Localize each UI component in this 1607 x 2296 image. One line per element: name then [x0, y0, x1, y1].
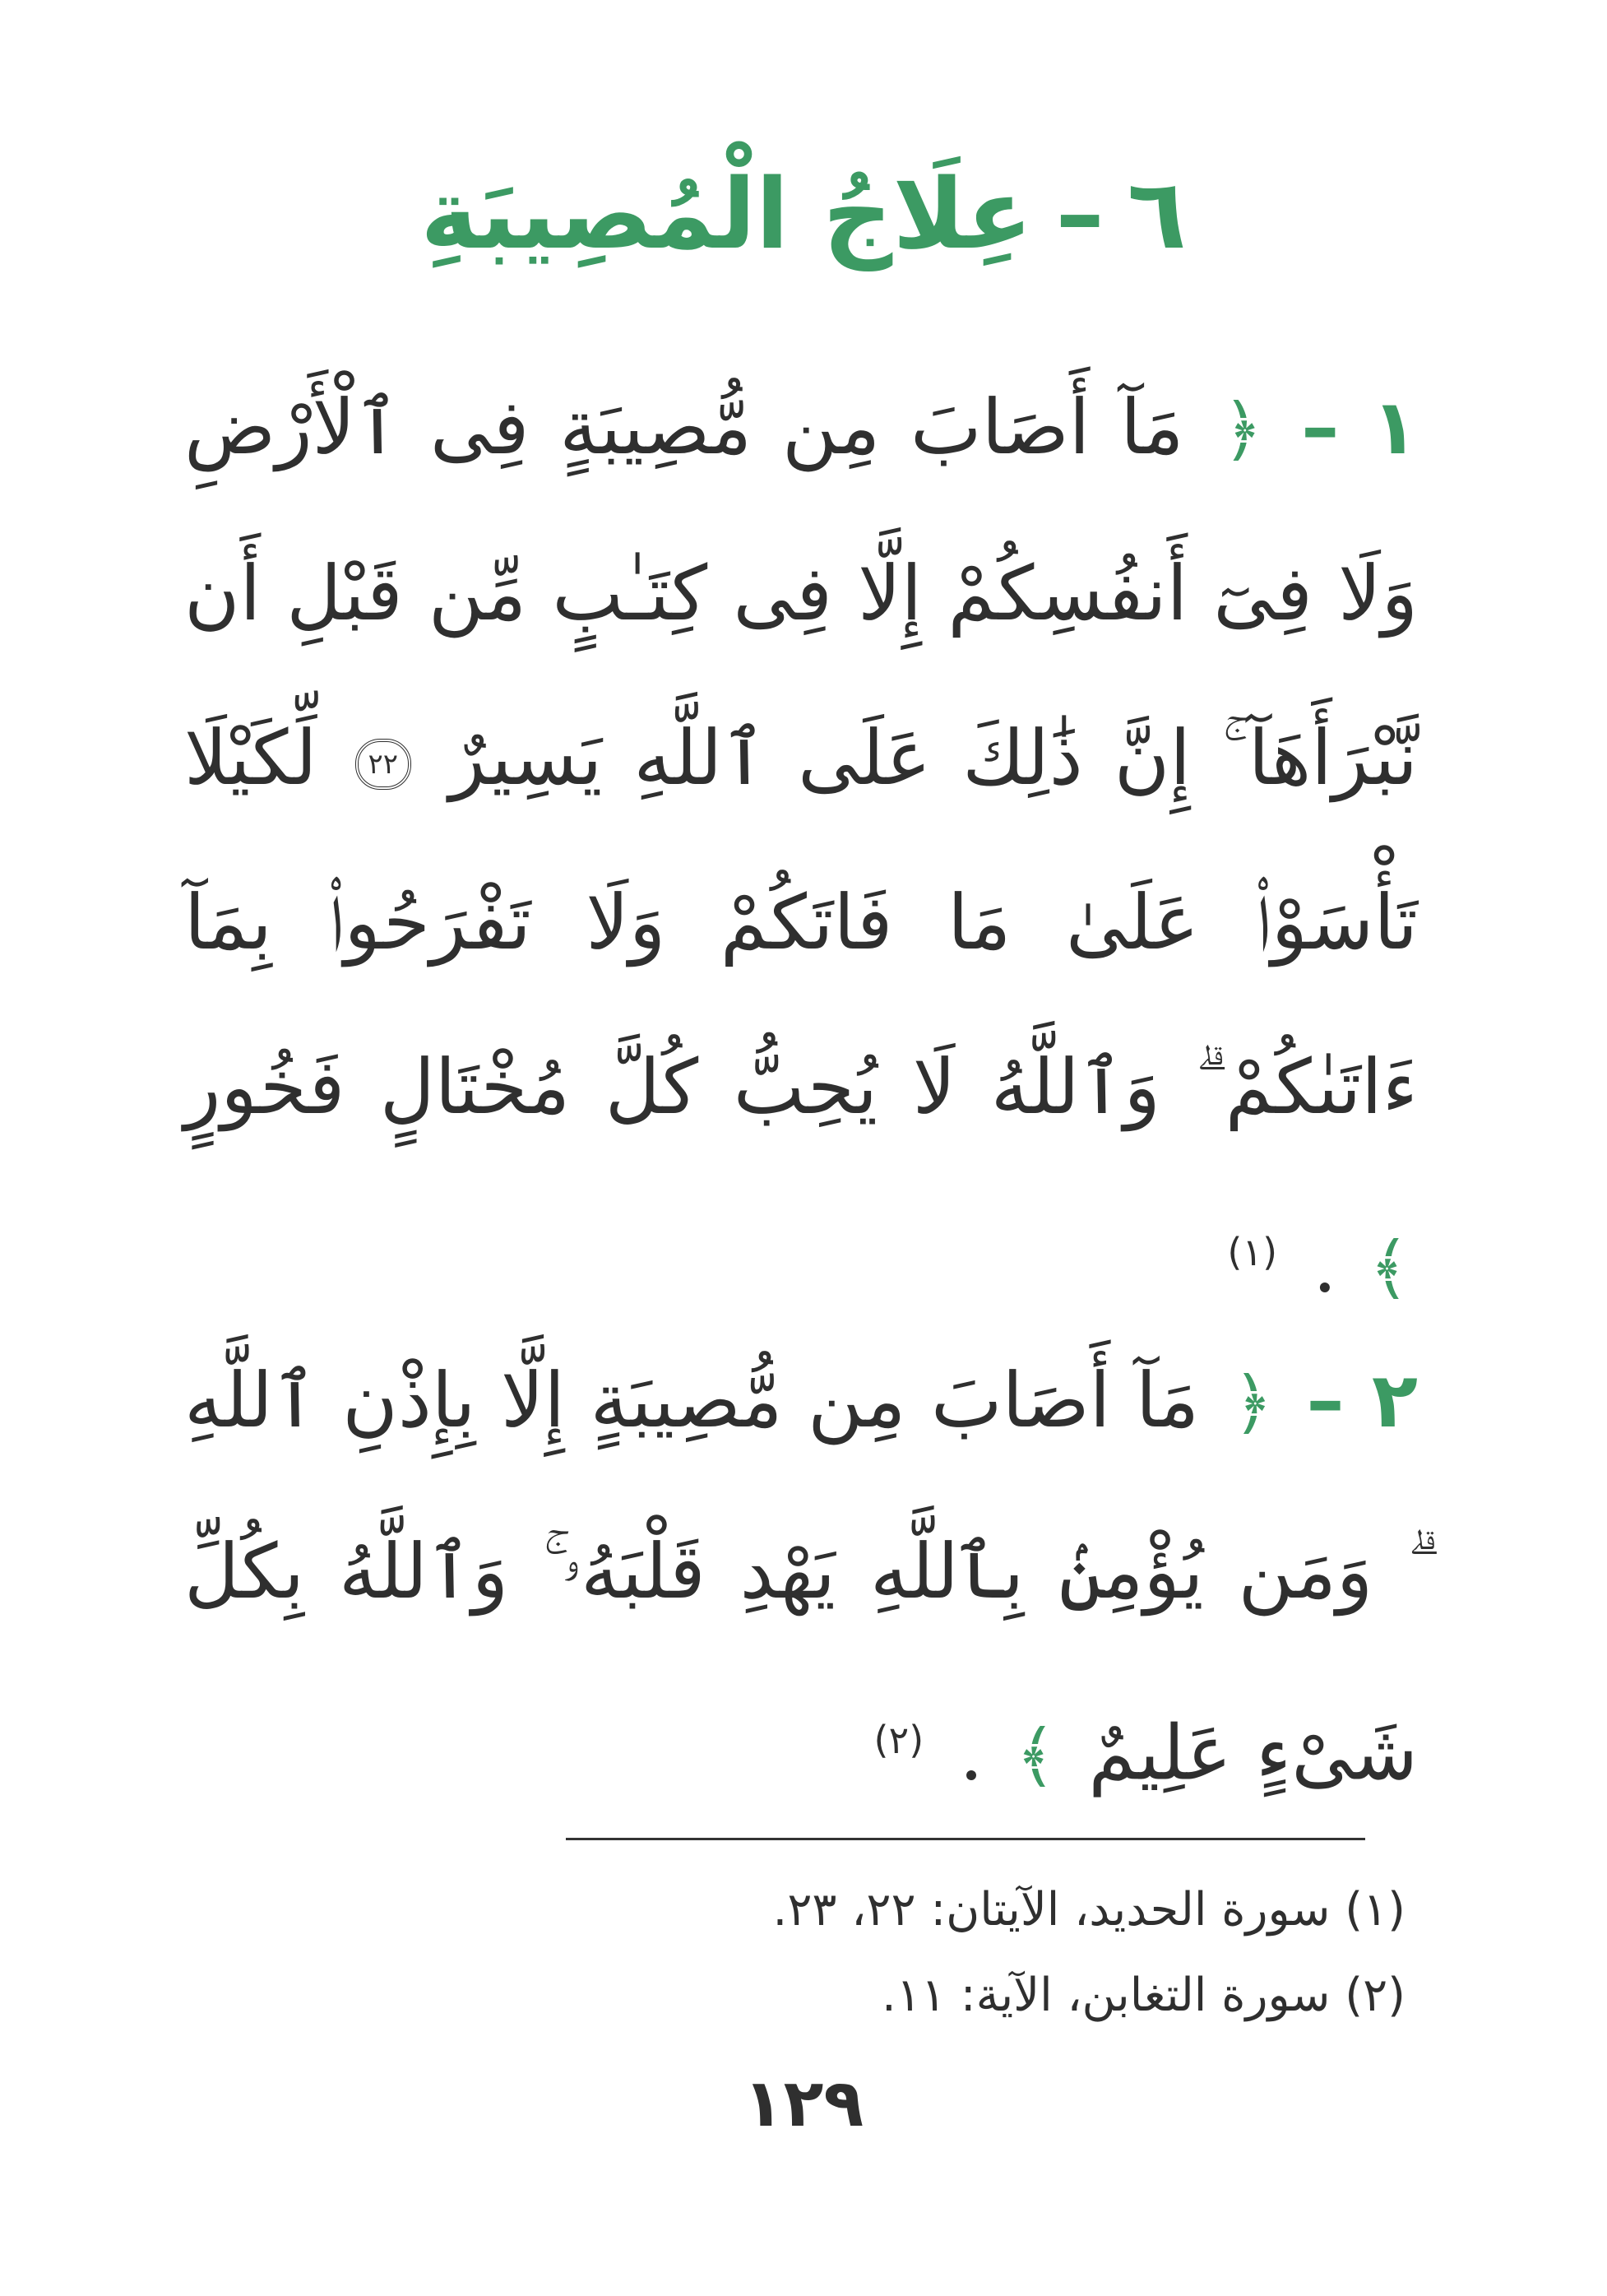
footnotes [419, 1867, 1406, 2039]
chapter-title: عِلَاجُ الْمُصِيبَةِ [420, 157, 1033, 271]
chapter-separator: – [1055, 157, 1105, 271]
verse-text: مَآ أَصَابَ مِن مُّصِيبَةٍ إِلَّا بِإِذْنِ ٱللَّهِ ۗ وَمَن يُؤْمِنۢ بِٱللَّهِ يَهْدِ قَلْبَهُۥ ۚ وَٱللَّهُ بِكُلِّ شَىْءٍ عَلِيمٌ [184, 1357, 1418, 1797]
verse-number: ١ – [1301, 383, 1419, 471]
ornament-close-bracket-icon: ﴾ [1368, 1227, 1410, 1308]
chapter-number: ٦ [1127, 157, 1187, 271]
ornament-open-bracket-icon: ﴿ [1222, 389, 1263, 470]
ornament-close-bracket-icon: ﴾ [1015, 1714, 1057, 1796]
verse-text-continued: لِّكَيْلَا تَأْسَوْا۟ عَلَىٰ مَا فَاتَكُمْ وَلَا تَفْرَحُوا۟ بِمَآ ءَاتَىٰكُمْ ۗ وَٱللَّهُ لَا يُحِبُّ كُلَّ مُخْتَالٍ فَخُورٍ [184, 714, 1418, 1131]
footnote-2: (٢) سورة التغابن، الآية: ١١. [881, 1969, 1406, 2022]
verse-number: ٢ – [1306, 1357, 1418, 1445]
chapter-heading [0, 156, 1607, 273]
footnote-1: (١) سورة الحديد، الآيتان: ٢٢، ٢٣. [772, 1883, 1406, 1937]
verse-2 [184, 1316, 1418, 1840]
page-number: ١٢٩ [743, 2065, 864, 2141]
verse-text: مَآ أَصَابَ مِن مُّصِيبَةٍ فِى ٱلْأَرْضِ وَلَا فِىٓ أَنفُسِكُمْ إِلَّا فِى كِتَـٰبٍ مِّن قَبْلِ أَن نَّبْرَأَهَآ ۚ إِنَّ ذَٰلِكَ عَلَى ٱللَّهِ يَسِيرٌ [184, 383, 1418, 802]
footnote-reference: (١) [1227, 1230, 1278, 1274]
footnote-reference: (٢) [873, 1718, 924, 1762]
ornament-open-bracket-icon: ﴿ [1232, 1362, 1273, 1443]
verse-end-mark: . [959, 1709, 984, 1797]
verse-1 [184, 346, 1418, 1350]
footnote-divider [566, 1838, 1365, 1840]
ayah-number-marker: ٢٢ [355, 739, 412, 790]
verse-end-mark: . [1313, 1221, 1337, 1310]
